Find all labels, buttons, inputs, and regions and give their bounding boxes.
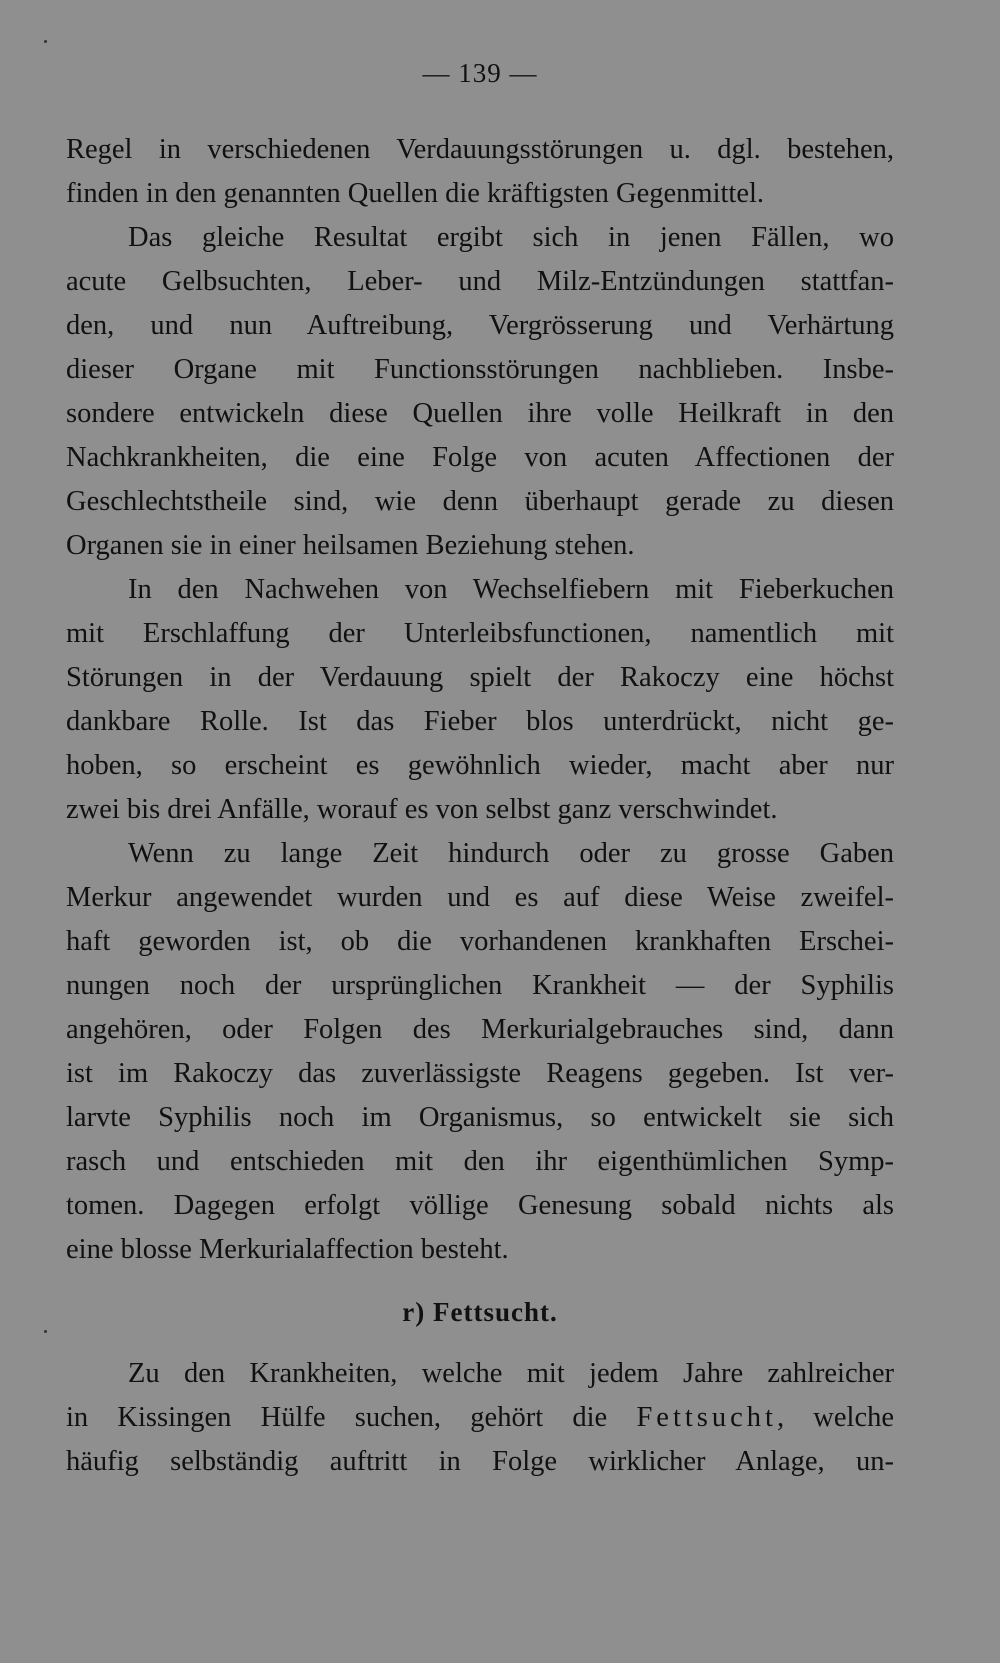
text-line: haft geworden ist, ob die vorhandenen krankhaften Erschei- [66,926,894,957]
text-line: Regel in verschiedenen Verdauungsstörungen u. dgl. bestehen, [66,134,894,165]
text-line: ist im Rakoczy das zuverlässigste Reagens gegeben. Ist ver- [66,1058,894,1089]
emphasized-term: Fettsucht [636,1402,777,1433]
text-line: den, und nun Auftreibung, Vergrösserung und Verhärtung [66,310,894,341]
scan-speck [44,1330,47,1333]
text-line: Merkur angewendet wurden und es auf diese Weise zweifel- [66,882,894,913]
text-line: mit Erschlaffung der Unterleibsfunctionen, namentlich mit [66,618,894,649]
text-line: dankbare Rolle. Ist das Fieber blos unterdrückt, nicht ge- [66,706,894,737]
text-line: Geschlechtstheile sind, wie denn überhaupt gerade zu diesen [66,486,894,517]
text-segment: in Kissingen Hülfe suchen, gehört die [66,1402,637,1433]
text-line: Organen sie in einer heilsamen Beziehung stehen. [66,530,635,561]
text-line [66,1396,894,1440]
text-line: hoben, so erscheint es gewöhnlich wieder, macht aber nur [66,750,894,781]
text-line: dieser Organe mit Functionsstörungen nachblieben. Insbe- [66,354,894,385]
text-line: zwei bis drei Anfälle, worauf es von selbst ganz verschwindet. [66,794,778,825]
text-segment: , welche [776,1402,895,1433]
text-line: Störungen in der Verdauung spielt der Rakoczy eine höchst [66,662,894,693]
text-line: sondere entwickeln diese Quellen ihre volle Heilkraft in den [66,398,894,429]
scan-speck [44,40,47,43]
text-line: larvte Syphilis noch im Organismus, so entwickelt sie sich [66,1102,894,1133]
section-heading: r) Fettsucht. [402,1297,558,1327]
text-line: tomen. Dagegen erfolgt völlige Genesung sobald nichts als [66,1190,894,1221]
text-line: Das gleiche Resultat ergibt sich in jenen Fällen, wo [128,222,894,253]
text-line: In den Nachwehen von Wechselfiebern mit Fieberkuchen [128,574,894,605]
text-line: eine blosse Merkurialaffection besteht. [66,1234,509,1265]
text-line: Zu den Krankheiten, welche mit jedem Jahre zahlreicher [128,1358,894,1389]
text-line: angehören, oder Folgen des Merkurialgebrauches sind, dann [66,1014,894,1045]
text-line: rasch und entschieden mit den ihr eigenthümlichen Symp- [66,1146,894,1177]
text-line: Wenn zu lange Zeit hindurch oder zu grosse Gaben [128,838,894,869]
text-line: nungen noch der ursprünglichen Krankheit — der Syphilis [66,970,894,1001]
text-line: Nachkrankheiten, die eine Folge von acuten Affectionen der [66,442,894,473]
text-line: finden in den genannten Quellen die kräftigsten Gegenmittel. [66,178,765,209]
text-line: häufig selbständig auftritt in Folge wirklicher Anlage, un- [66,1446,894,1477]
text-line: acute Gelbsuchten, Leber- und Milz-Entzündungen stattfan- [66,266,894,297]
page-number: — 139 — [422,58,538,88]
